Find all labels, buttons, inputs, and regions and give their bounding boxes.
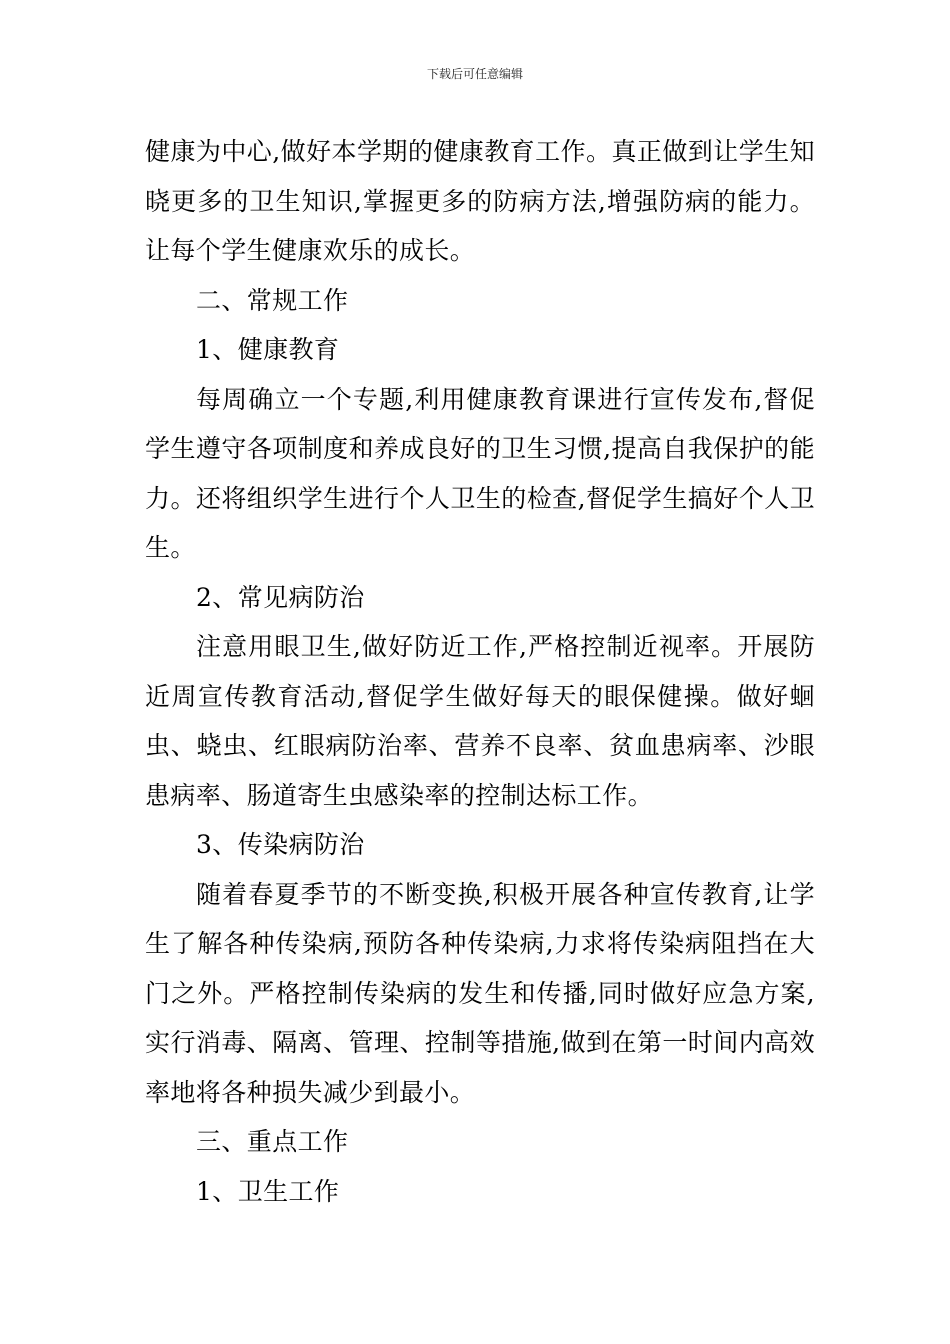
page-header: 下载后可任意编辑 [426, 67, 523, 81]
subheading-infectious-disease: 3、传染病防治 [196, 830, 365, 859]
subheading-common-disease: 2、常见病防治 [196, 582, 365, 612]
subheading-health-education: 1、健康教育 [196, 335, 340, 364]
document-body [145, 127, 815, 1216]
paragraph-intro: 健康为中心,做好本学期的健康教育工作。真正做到让学生知晓更多的卫生知识,掌握更多的防病方法,增强防病的能力。让每个学生健康欢乐的成长。 [145, 137, 815, 265]
section-heading-routine-work: 二、常规工作 [196, 285, 349, 315]
section-heading-key-work: 三、重点工作 [196, 1127, 349, 1156]
subheading-hygiene-work: 1、卫生工作 [196, 1176, 340, 1206]
paragraph-infectious-disease: 随着春夏季节的不断变换,积极开展各种宣传教育,让学生了解各种传染病,预防各种传染病,力求将传染病阻挡在大门之外。严格控制传染病的发生和传播,同时做好应急方案,实行消毒、隔离、管理、控制等措施,做到在第一时间内高效率地将各种损失减少到最小。 [145, 879, 815, 1107]
paragraph-common-disease: 注意用眼卫生,做好防近工作,严格控制近视率。开展防近周宣传教育活动,督促学生做好每天的眼保健操。做好蛔虫、蛲虫、红眼病防治率、营养不良率、贫血患病率、沙眼患病率、肠道寄生虫感染率的控制达标工作。 [145, 632, 815, 810]
paragraph-health-education: 每周确立一个专题,利用健康教育课进行宣传发布,督促学生遵守各项制度和养成良好的卫生习惯,提高自我保护的能力。还将组织学生进行个人卫生的检查,督促学生搞好个人卫生。 [145, 384, 815, 562]
